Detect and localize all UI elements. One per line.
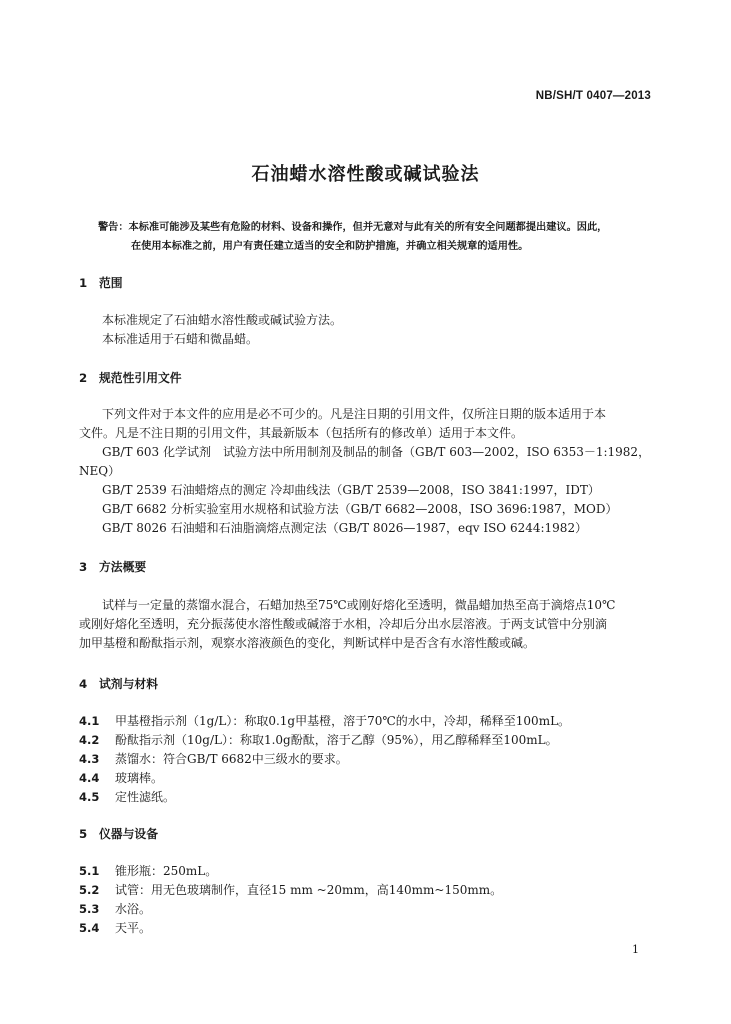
list-item — [79, 712, 570, 729]
list-item — [79, 731, 558, 748]
section-3-line: 或刚好熔化至透明，充分振荡使水溶性酸或碱溶于水相，冷却后分出水层溶液。于两支试管中分别滴 — [79, 617, 608, 631]
reference-gbt603: GB/T 603 化学试剂 试验方法中所用制剂及制品的制备（GB/T 603—2002，ISO 6353－1:1982， — [102, 445, 651, 459]
item-text: 蒸馏水：符合GB/T 6682中三级水的要求。 — [115, 752, 348, 766]
item-number: 5.3 — [79, 902, 100, 916]
section-3-line: 加甲基橙和酚酞指示剂，观察水溶液颜色的变化，判断试样中是否含有水溶性酸或碱。 — [79, 636, 536, 650]
item-number: 4.2 — [79, 733, 100, 747]
section-4-heading: 4 试剂与材料 — [79, 677, 158, 691]
item-number: 5.1 — [79, 864, 100, 878]
item-text: 定性滤纸。 — [115, 790, 176, 804]
item-number: 4.1 — [79, 714, 100, 728]
item-text: 玻璃棒。 — [115, 771, 164, 785]
reference-gbt6682: GB/T 6682 分析实验室用水规格和试验方法（GB/T 6682—2008，ISO 3696:1987，MOD） — [102, 502, 618, 516]
list-item — [79, 881, 502, 898]
section-3-line: 试样与一定量的蒸馏水混合，石蜡加热至75℃或刚好熔化至透明，微晶蜡加热至高于滴熔点10℃ — [102, 598, 616, 612]
list-item — [79, 769, 163, 786]
list-item — [79, 750, 348, 767]
section-1-line: 本标准规定了石油蜡水溶性酸或碱试验方法。 — [102, 313, 343, 327]
section-2-heading: 2 规范性引用文件 — [79, 371, 182, 385]
section-2-line: 文件。凡是不注日期的引用文件，其最新版本（包括所有的修改单）适用于本文件。 — [79, 426, 524, 440]
section-3-heading: 3 方法概要 — [79, 560, 147, 574]
reference-gbt8026: GB/T 8026 石油蜡和石油脂滴熔点测定法（GB/T 8026—1987，eqv ISO 6244:1982） — [102, 521, 588, 535]
item-number: 4.4 — [79, 771, 100, 785]
item-text: 试管：用无色玻璃制作，直径15 mm ~20mm，高140mm~150mm。 — [115, 883, 503, 897]
section-1-line: 本标准适用于石蜡和微晶蜡。 — [102, 332, 259, 346]
item-text: 天平。 — [115, 921, 152, 935]
item-text: 水浴。 — [115, 902, 152, 916]
section-5-heading: 5 仪器与设备 — [79, 827, 158, 841]
item-number: 4.3 — [79, 752, 100, 766]
item-number: 5.2 — [79, 883, 100, 897]
item-text: 酚酞指示剂（10g/L）：称取1.0g酚酞，溶于乙醇（95%），用乙醇稀释至100mL。 — [115, 733, 558, 747]
list-item — [79, 919, 151, 936]
standard-code: NB/SH/T 0407—2013 — [535, 90, 651, 102]
warning-line-1: 警告：本标准可能涉及某些有危险的材料、设备和操作，但并无意对与此有关的所有安全问题都提出建议。因此， — [98, 222, 608, 233]
list-item — [79, 900, 151, 917]
item-number: 4.5 — [79, 790, 100, 804]
item-text: 甲基橙指示剂（1g/L）：称取0.1g甲基橙，溶于70℃的水中，冷却，稀释至100mL。 — [115, 714, 571, 728]
reference-gbt2539: GB/T 2539 石油蜡熔点的测定 冷却曲线法（GB/T 2539—2008，ISO 3841:1997，IDT） — [102, 483, 600, 497]
list-item — [79, 788, 175, 805]
page-number: 1 — [632, 943, 639, 956]
section-2-line: 下列文件对于本文件的应用是必不可少的。凡是注日期的引用文件，仅所注日期的版本适用于本 — [102, 407, 607, 421]
list-item — [79, 862, 217, 879]
section-1-heading: 1 范围 — [79, 276, 123, 290]
warning-line-2: 在使用本标准之前，用户有责任建立适当的安全和防护措施，并确立相关规章的适用性。 — [131, 241, 529, 252]
item-text: 锥形瓶：250mL。 — [115, 864, 218, 878]
item-number: 5.4 — [79, 921, 100, 935]
reference-gbt603-cont: NEQ） — [79, 464, 121, 478]
page-title: 石油蜡水溶性酸或碱试验法 — [251, 164, 480, 185]
